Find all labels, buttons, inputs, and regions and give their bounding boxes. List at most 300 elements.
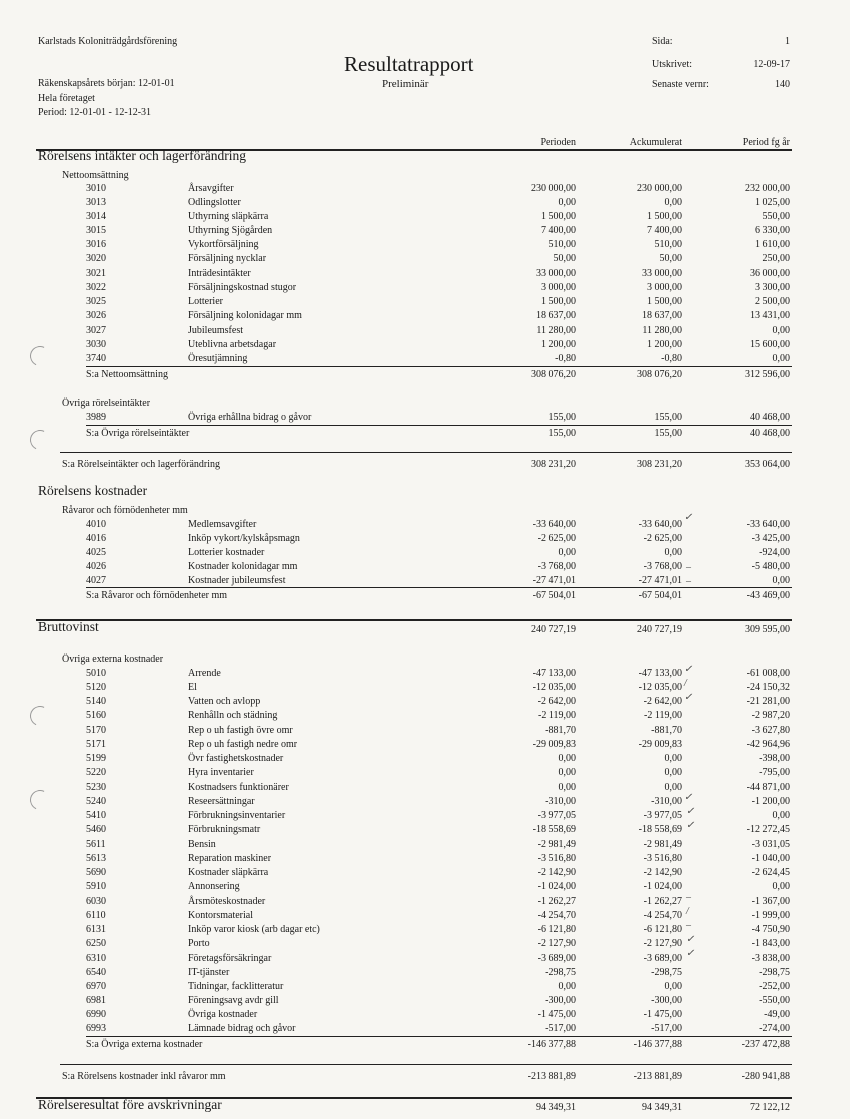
account-number: 3025 <box>86 296 106 307</box>
amount-cell: -1 843,00 <box>751 938 790 949</box>
account-number: 3022 <box>86 282 106 293</box>
account-name: Försäljningskostnad stugor <box>188 282 297 293</box>
amount-cell: -213 881,89 <box>527 1071 576 1082</box>
amount-cell: -795,00 <box>759 767 790 778</box>
amount-cell: 40 468,00 <box>750 412 790 423</box>
amount-cell: -517,00 <box>545 1023 576 1034</box>
amount-cell: -1 999,00 <box>751 910 790 921</box>
amount-cell: -881,70 <box>545 725 576 736</box>
account-name: Förbrukningsmatr <box>188 824 261 835</box>
punch-hole-mark <box>27 787 53 813</box>
amount-cell: 0,00 <box>772 353 790 364</box>
amount-cell: 0,00 <box>664 782 682 793</box>
total-label: S:a Rörelseintäkter och lagerförändring <box>62 459 220 470</box>
amount-cell: 40 468,00 <box>750 428 790 439</box>
amount-cell: -2 642,00 <box>537 696 576 707</box>
account-number: 3740 <box>86 353 106 364</box>
amount-cell: -2 119,00 <box>644 710 682 721</box>
amount-cell: -274,00 <box>759 1023 790 1034</box>
account-number: 5410 <box>86 810 106 821</box>
account-name: Kostnadsers funktionärer <box>188 782 289 793</box>
account-number: 6110 <box>86 910 106 921</box>
last-vernr-value: 140 <box>775 79 790 90</box>
account-name: Försäljning kolonidagar mm <box>188 310 302 321</box>
account-number: 4016 <box>86 533 106 544</box>
amount-cell: -146 377,88 <box>527 1039 576 1050</box>
amount-cell: 0,00 <box>772 575 790 586</box>
check-mark: ✓ <box>684 664 693 675</box>
account-name: Jubileumsfest <box>188 325 243 336</box>
amount-cell: -4 254,70 <box>537 910 576 921</box>
check-mark: ✓ <box>684 792 693 803</box>
account-number: 5160 <box>86 710 106 721</box>
account-number: 6993 <box>86 1023 106 1034</box>
amount-cell: 0,00 <box>664 981 682 992</box>
account-number: 4026 <box>86 561 106 572</box>
amount-cell: -24 150,32 <box>746 682 790 693</box>
account-name: Reseersättningar <box>188 796 255 807</box>
amount-cell: 155,00 <box>548 412 576 423</box>
amount-cell: -310,00 <box>545 796 576 807</box>
amount-cell: -2 127,90 <box>643 938 682 949</box>
account-name: Förbrukningsinventarier <box>188 810 286 821</box>
amount-cell: 18 637,00 <box>642 310 682 321</box>
amount-cell: 550,00 <box>762 211 790 222</box>
amount-cell: -298,75 <box>651 967 682 978</box>
amount-cell: -2 981,49 <box>643 839 682 850</box>
account-name: Årsmöteskostnader <box>188 896 266 907</box>
amount-cell: 1 500,00 <box>647 296 682 307</box>
amount-cell: -300,00 <box>545 995 576 1006</box>
amount-cell: 6 330,00 <box>755 225 790 236</box>
amount-cell: 3 300,00 <box>755 282 790 293</box>
account-name: Tidningar, facklitteratur <box>188 981 284 992</box>
amount-cell: 0,00 <box>664 753 682 764</box>
amount-cell: -6 121,80 <box>643 924 682 935</box>
account-number: 3026 <box>86 310 106 321</box>
account-number: 6970 <box>86 981 106 992</box>
amount-cell: 1 025,00 <box>755 197 790 208</box>
amount-cell: -18 558,69 <box>638 824 682 835</box>
account-name: Inköp vykort/kylskåpsmagn <box>188 533 300 544</box>
amount-cell: 0,00 <box>558 767 576 778</box>
amount-cell: 240 727,19 <box>531 624 576 635</box>
amount-cell: 308 076,20 <box>637 369 682 380</box>
account-name: Vatten och avlopp <box>188 696 261 707</box>
amount-cell: -3 425,00 <box>751 533 790 544</box>
account-number: 3014 <box>86 211 106 222</box>
amount-cell: -2 625,00 <box>643 533 682 544</box>
amount-cell: 7 400,00 <box>647 225 682 236</box>
amount-cell: -924,00 <box>759 547 790 558</box>
check-mark: / <box>684 678 687 689</box>
amount-cell: -33 640,00 <box>638 519 682 530</box>
amount-cell: -2 142,90 <box>643 867 682 878</box>
amount-cell: 308 076,20 <box>531 369 576 380</box>
subtotal-label: S:a Övriga externa kostnader <box>86 1039 203 1050</box>
amount-cell: -3 977,05 <box>537 810 576 821</box>
amount-cell: 155,00 <box>654 412 682 423</box>
check-mark: ✓ <box>686 820 695 831</box>
group-heading: Nettoomsättning <box>62 170 129 181</box>
amount-cell: -213 881,89 <box>633 1071 682 1082</box>
amount-cell: 0,00 <box>558 197 576 208</box>
amount-cell: -47 133,00 <box>638 668 682 679</box>
last-vernr-label: Senaste vernr: <box>652 79 709 90</box>
amount-cell: -298,75 <box>545 967 576 978</box>
amount-cell: -300,00 <box>651 995 682 1006</box>
amount-cell: 510,00 <box>654 239 682 250</box>
account-number: 6540 <box>86 967 106 978</box>
report-scope: Hela företaget <box>38 93 95 104</box>
check-mark: ✓ <box>686 934 695 945</box>
check-mark: ✓ <box>686 948 695 959</box>
amount-cell: 2 500,00 <box>755 296 790 307</box>
amount-cell: 0,00 <box>664 197 682 208</box>
account-number: 3020 <box>86 253 106 264</box>
amount-cell: 155,00 <box>654 428 682 439</box>
amount-cell: 50,00 <box>659 253 682 264</box>
amount-cell: -49,00 <box>764 1009 790 1020</box>
account-number: 4010 <box>86 519 106 530</box>
amount-cell: -3 977,05 <box>643 810 682 821</box>
amount-cell: 0,00 <box>772 881 790 892</box>
rule-line <box>60 452 792 453</box>
amount-cell: -2 119,00 <box>538 710 576 721</box>
account-number: 6250 <box>86 938 106 949</box>
amount-cell: -550,00 <box>759 995 790 1006</box>
amount-cell: -21 281,00 <box>746 696 790 707</box>
amount-cell: 353 064,00 <box>745 459 790 470</box>
amount-cell: -47 133,00 <box>532 668 576 679</box>
amount-cell: -3 768,00 <box>537 561 576 572</box>
account-name: Porto <box>188 938 210 949</box>
section-heading: Rörelseresultat före avskrivningar <box>38 1097 222 1112</box>
account-name: Uteblivna arbetsdagar <box>188 339 277 350</box>
account-number: 5140 <box>86 696 106 707</box>
check-mark: ✓ <box>684 512 693 523</box>
amount-cell: -2 981,49 <box>537 839 576 850</box>
printed-label: Utskrivet: <box>652 59 692 70</box>
amount-cell: -61 008,00 <box>746 668 790 679</box>
amount-cell: -310,00 <box>651 796 682 807</box>
account-name: Inköp varor kiosk (arb dagar etc) <box>188 924 320 935</box>
amount-cell: 72 122,12 <box>750 1102 790 1113</box>
account-name: Inträdesintäkter <box>188 268 251 279</box>
group-heading: Övriga rörelseintäkter <box>62 398 151 409</box>
rule-line <box>86 366 792 367</box>
account-name: Övr fastighetskostnader <box>188 753 284 764</box>
account-name: Hyra inventarier <box>188 767 254 778</box>
dash-mark: – <box>686 920 691 931</box>
amount-cell: -1 367,00 <box>751 896 790 907</box>
account-number: 6131 <box>86 924 106 935</box>
account-number: 5010 <box>86 668 106 679</box>
amount-cell: -1 262,27 <box>537 896 576 907</box>
account-name: Medlemsavgifter <box>188 519 257 530</box>
amount-cell: -44 871,00 <box>746 782 790 793</box>
account-name: El <box>188 682 197 693</box>
account-name: Försäljning nycklar <box>188 253 267 264</box>
amount-cell: 1 200,00 <box>541 339 576 350</box>
rule-line <box>36 619 792 621</box>
amount-cell: -27 471,01 <box>638 575 682 586</box>
amount-cell: 510,00 <box>548 239 576 250</box>
amount-cell: 230 000,00 <box>531 183 576 194</box>
amount-cell: 250,00 <box>762 253 790 264</box>
rule-line <box>86 1036 792 1037</box>
account-name: Arrende <box>188 668 221 679</box>
printed-date: 12-09-17 <box>753 59 790 70</box>
account-name: Renhålln och städning <box>188 710 278 721</box>
page-number: 1 <box>785 36 790 47</box>
punch-hole-mark <box>27 427 53 453</box>
amount-cell: -29 009,83 <box>532 739 576 750</box>
amount-cell: -3 689,00 <box>643 953 682 964</box>
amount-cell: -237 472,88 <box>741 1039 790 1050</box>
amount-cell: 94 349,31 <box>642 1102 682 1113</box>
account-name: Bensin <box>188 839 216 850</box>
rule-line <box>86 425 792 426</box>
amount-cell: 0,00 <box>772 325 790 336</box>
account-name: IT-tjänster <box>188 967 230 978</box>
amount-cell: -3 516,80 <box>643 853 682 864</box>
amount-cell: 0,00 <box>558 753 576 764</box>
amount-cell: -18 558,69 <box>532 824 576 835</box>
account-number: 6030 <box>86 896 106 907</box>
account-name: Företagsförsäkringar <box>188 953 272 964</box>
amount-cell: 11 280,00 <box>642 325 682 336</box>
total-label: S:a Rörelsens kostnader inkl råvaror mm <box>62 1071 226 1082</box>
amount-cell: 0,00 <box>772 810 790 821</box>
dash-mark: – <box>686 562 691 573</box>
account-name: Lotterier <box>188 296 223 307</box>
subtotal-label: S:a Nettoomsättning <box>86 369 168 380</box>
amount-cell: -2 127,90 <box>537 938 576 949</box>
amount-cell: -2 624,45 <box>751 867 790 878</box>
amount-cell: 232 000,00 <box>745 183 790 194</box>
account-number: 3015 <box>86 225 106 236</box>
check-mark: ✓ <box>686 806 695 817</box>
account-number: 6981 <box>86 995 106 1006</box>
account-name: Öresutjämning <box>188 353 248 364</box>
account-number: 3010 <box>86 183 106 194</box>
amount-cell: 1 200,00 <box>647 339 682 350</box>
amount-cell: 230 000,00 <box>637 183 682 194</box>
amount-cell: 155,00 <box>548 428 576 439</box>
account-number: 5240 <box>86 796 106 807</box>
account-name: Lotterier kostnader <box>188 547 265 558</box>
column-header-accumulated: Ackumulerat <box>629 137 682 148</box>
account-name: Vykortförsäljning <box>188 239 259 250</box>
account-number: 3030 <box>86 339 106 350</box>
account-number: 3013 <box>86 197 106 208</box>
report-period: Period: 12-01-01 - 12-12-31 <box>38 107 152 118</box>
account-name: Uthyrning släpkärra <box>188 211 269 222</box>
fiscal-year-start: Räkenskapsårets början: 12-01-01 <box>38 78 175 89</box>
account-name: Reparation maskiner <box>188 853 272 864</box>
amount-cell: -1 200,00 <box>751 796 790 807</box>
account-number: 4027 <box>86 575 106 586</box>
amount-cell: 0,00 <box>558 981 576 992</box>
amount-cell: 13 431,00 <box>750 310 790 321</box>
amount-cell: 308 231,20 <box>531 459 576 470</box>
report-subtitle: Preliminär <box>382 78 429 90</box>
amount-cell: 308 231,20 <box>637 459 682 470</box>
amount-cell: -5 480,00 <box>751 561 790 572</box>
amount-cell: 3 000,00 <box>541 282 576 293</box>
account-number: 5613 <box>86 853 106 864</box>
amount-cell: -3 627,80 <box>751 725 790 736</box>
amount-cell: -881,70 <box>651 725 682 736</box>
account-number: 5199 <box>86 753 106 764</box>
amount-cell: -4 750,90 <box>751 924 790 935</box>
amount-cell: 18 637,00 <box>536 310 576 321</box>
amount-cell: 1 500,00 <box>647 211 682 222</box>
account-number: 3989 <box>86 412 106 423</box>
amount-cell: -27 471,01 <box>532 575 576 586</box>
amount-cell: 94 349,31 <box>536 1102 576 1113</box>
amount-cell: -280 941,88 <box>741 1071 790 1082</box>
rule-line <box>86 587 792 588</box>
account-name: Uthyrning Sjögården <box>188 225 273 236</box>
amount-cell: 0,00 <box>558 782 576 793</box>
account-number: 3016 <box>86 239 106 250</box>
account-name: Rep o uh fastigh övre omr <box>188 725 293 736</box>
amount-cell: 309 595,00 <box>745 624 790 635</box>
account-number: 3027 <box>86 325 106 336</box>
account-number: 5170 <box>86 725 106 736</box>
account-number: 5611 <box>86 839 106 850</box>
account-name: Annonsering <box>188 881 240 892</box>
account-number: 5910 <box>86 881 106 892</box>
amount-cell: 7 400,00 <box>541 225 576 236</box>
amount-cell: -3 768,00 <box>643 561 682 572</box>
account-number: 5220 <box>86 767 106 778</box>
amount-cell: -2 987,20 <box>751 710 790 721</box>
account-number: 5230 <box>86 782 106 793</box>
amount-cell: -67 504,01 <box>638 590 682 601</box>
account-number: 5171 <box>86 739 106 750</box>
account-number: 3021 <box>86 268 106 279</box>
punch-hole-mark <box>27 703 53 729</box>
amount-cell: -1 475,00 <box>643 1009 682 1020</box>
amount-cell: 33 000,00 <box>642 268 682 279</box>
amount-cell: -3 031,05 <box>751 839 790 850</box>
amount-cell: -1 040,00 <box>751 853 790 864</box>
amount-cell: -3 516,80 <box>537 853 576 864</box>
amount-cell: 1 610,00 <box>755 239 790 250</box>
amount-cell: -29 009,83 <box>638 739 682 750</box>
amount-cell: -2 625,00 <box>537 533 576 544</box>
amount-cell: 50,00 <box>553 253 576 264</box>
amount-cell: -67 504,01 <box>532 590 576 601</box>
account-name: Rep o uh fastigh nedre omr <box>188 739 298 750</box>
amount-cell: 240 727,19 <box>637 624 682 635</box>
amount-cell: -42 964,96 <box>746 739 790 750</box>
account-name: Lämnade bidrag och gåvor <box>188 1023 296 1034</box>
column-header-period: Perioden <box>540 137 576 148</box>
account-number: 5460 <box>86 824 106 835</box>
subtotal-label: S:a Råvaror och förnödenheter mm <box>86 590 228 601</box>
account-name: Övriga kostnader <box>188 1009 258 1020</box>
amount-cell: -4 254,70 <box>643 910 682 921</box>
group-heading: Råvaror och förnödenheter mm <box>62 505 188 516</box>
account-name: Kostnader jubileumsfest <box>188 575 286 586</box>
amount-cell: -1 475,00 <box>537 1009 576 1020</box>
amount-cell: 312 596,00 <box>745 369 790 380</box>
account-number: 6310 <box>86 953 106 964</box>
amount-cell: 0,00 <box>558 547 576 558</box>
section-heading: Bruttovinst <box>38 619 99 634</box>
amount-cell: 36 000,00 <box>750 268 790 279</box>
amount-cell: -1 024,00 <box>643 881 682 892</box>
account-name: Kontorsmaterial <box>188 910 253 921</box>
amount-cell: -12 035,00 <box>532 682 576 693</box>
account-number: 4025 <box>86 547 106 558</box>
amount-cell: -0,80 <box>555 353 576 364</box>
amount-cell: -3 838,00 <box>751 953 790 964</box>
amount-cell: 1 500,00 <box>541 211 576 222</box>
dash-mark: – <box>686 892 691 903</box>
account-name: Övriga erhållna bidrag o gåvor <box>188 412 312 423</box>
amount-cell: 15 600,00 <box>750 339 790 350</box>
account-name: Årsavgifter <box>188 183 234 194</box>
amount-cell: -252,00 <box>759 981 790 992</box>
dash-mark: – <box>686 576 691 587</box>
column-header-prior-year: Period fg år <box>742 137 790 148</box>
page-label: Sida: <box>652 36 673 47</box>
amount-cell: -12 272,45 <box>746 824 790 835</box>
account-number: 6990 <box>86 1009 106 1020</box>
amount-cell: 1 500,00 <box>541 296 576 307</box>
account-number: 5690 <box>86 867 106 878</box>
section-heading: Rörelsens intäkter och lagerförändring <box>38 148 247 163</box>
amount-cell: -0,80 <box>661 353 682 364</box>
amount-cell: -2 142,90 <box>537 867 576 878</box>
amount-cell: -298,75 <box>759 967 790 978</box>
check-mark: ✓ <box>684 692 693 703</box>
check-mark: / <box>686 906 689 917</box>
amount-cell: 0,00 <box>664 767 682 778</box>
amount-cell: -33 640,00 <box>746 519 790 530</box>
amount-cell: -3 689,00 <box>537 953 576 964</box>
amount-cell: -1 262,27 <box>643 896 682 907</box>
organization-name: Karlstads Koloniträdgårdsförening <box>38 36 178 47</box>
account-name: Kostnader kolonidagar mm <box>188 561 298 572</box>
amount-cell: -1 024,00 <box>537 881 576 892</box>
amount-cell: -517,00 <box>651 1023 682 1034</box>
subtotal-label: S:a Övriga rörelseintäkter <box>86 428 190 439</box>
section-heading: Rörelsens kostnader <box>38 483 148 498</box>
amount-cell: -33 640,00 <box>532 519 576 530</box>
group-heading: Övriga externa kostnader <box>62 654 164 665</box>
punch-hole-mark <box>27 343 53 369</box>
amount-cell: -6 121,80 <box>537 924 576 935</box>
amount-cell: 33 000,00 <box>536 268 576 279</box>
amount-cell: -43 469,00 <box>746 590 790 601</box>
amount-cell: 0,00 <box>664 547 682 558</box>
amount-cell: 11 280,00 <box>536 325 576 336</box>
amount-cell: -146 377,88 <box>633 1039 682 1050</box>
account-number: 5120 <box>86 682 106 693</box>
amount-cell: -12 035,00 <box>638 682 682 693</box>
amount-cell: 3 000,00 <box>647 282 682 293</box>
account-name: Kostnader släpkärra <box>188 867 269 878</box>
rule-line <box>60 1064 792 1065</box>
amount-cell: -2 642,00 <box>643 696 682 707</box>
account-name: Odlingslotter <box>188 197 241 208</box>
